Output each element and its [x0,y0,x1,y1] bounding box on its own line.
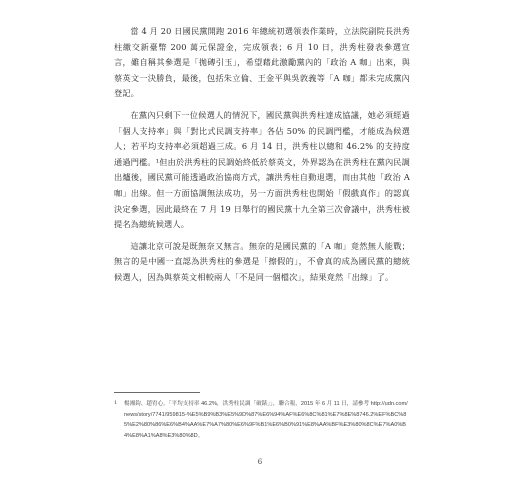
paragraph-2: 在黨內只剩下一位候選人的情況下，國民黨與洪秀柱達成協議，她必須經過「個人支持率」與「對比式民調支持率」各佔 50% 的民調門檻，才能成為候選人；若平均支持率必須超過三成。6 月 14 日，洪秀柱以總和 46.2% 的支持度通過門檻。¹但由於洪秀柱的民調始終低於蔡英文，外界認為在洪秀柱在黨內民調出爐後，國民黨可能透過政治協商方式，讓洪秀柱自動退選，而由其他「政治 A 咖」出線。但一方面協調無法成功，另一方面洪秀柱也開始「假戲真作」的認真決定參選，因此最終在 7 月 19 日舉行的國民黨十九全第三次會議中，洪秀柱被提名為總統候選人。 [114,109,410,230]
paragraph-1: 當 4 月 20 日國民黨開跑 2016 年總統初選領表作業時，立法院副院長洪秀柱繳交新臺幣 200 萬元保證金，完成領表；6 月 10 日，洪秀柱發表參選宣言，雖自稱其參選是「拋磚引玉」，希望藉此激勵黨內的「政治 A 咖」出來，與蔡英文一決勝負，最後，包括朱立倫、王金平與吳敦義等「A 咖」都未完成黨內登記。 [114,26,410,99]
footnote-divider [114,392,200,393]
paragraph-3: 這讓北京可說是既無奈又無言。無奈的是國民黨的「A 咖」竟然無人能戰；無言的是中國一直認為洪秀柱的參選是「擦假的」，不會真的成為國民黨的總統候選人，因為與蔡英文相較兩人「不是同一個檔次」，結果竟然「出線」了。 [114,240,410,282]
body-text [114,24,410,292]
footnote [114,399,410,441]
page-number: 6 [257,458,263,466]
footnote-number: 1 [114,400,118,406]
footnote-text: 楊湘鈞、趙宥心，「平均支持率 46.2%，洪秀柱民調「破錶」」，聯合報，2015 年 6 月 11 日，請參考 http://udn.com/news/story/7741/959815-%E5%B9%B3%E5%9D%87%E6%94%AF%E6%8C%81%E7%8E%8746.2%EF%BC%85%E2%80%86%E6%B4%AA%E7%A7%80%E6%9F%B1%E6%B0%91%E8%AA%BF%E3%80%8C%E7%A0%B4%E8%A1%A8%E3%80%8D。 [124,401,408,439]
